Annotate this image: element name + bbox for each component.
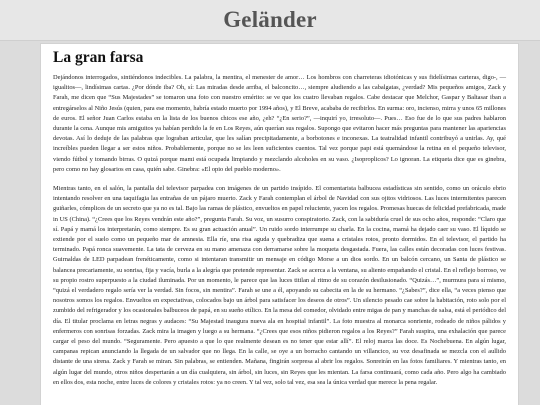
site-title[interactable]: Geländer	[223, 7, 317, 32]
article-paragraph: Dejándonos interrogados, sintiéndonos indecibles. La palabra, la mentira, el menester de amor… Los hombros con charreteras idiotónicas y sus fidelísimas carteras, digo-, —igualitos—, lindísimas cartas. ¿Por dónde iba? Oh, sí: Las miradas desde arriba, el balconcito…, siempre aludiendo a las cabalgatas, ¿verdad? Mis pequeños amigos, Zack y Farah, me dicen que “Sus Majestades” se tomaron una foto con nuestro emérito: se ve que los cuatro llevaban regalos. Cabe destacar que Melchor, Gaspar y Baltasar iban a entregárselos al Niño Jesús (quien, para ese momento, habría estado muerto por 1994 años), y El Breve, acababa de recibirlos. En surma: oro, incienso, mirra y unos 65 millones de euros. El señor Juan Carlos estaba en la lista de los buenos chicos ese año, ¿eh? “¿En serio?”, —inquirí yo, irresoluto—. Pues… Eso fue de lo que sus padres hablaron durante la cena. Aunque mis amiguitos ya habían perdido la fe en Los Reyes, aún querían sus regalos. Supongo que evitaron hacer más preguntas para mantener las apariencias devotas. Así lo deduje de las palabras que lograban articular, que les salían precipitadamente, a borbotones e inconexas. La teatralidad infantil contribuyó a unirlas. Ay, qué increíbles pueden llegar a ser estos niños. Probablemente, porque no se les leen suficientes cuentos. Tal vez porque papi está quemándose la retina en el pequeño televisor, viendo fútbol y tomando birras. O quizá porque mami está ocupada limpiando y mezclando alcoholes en su vaso. ¿Isoproplicos? Lo ignoran. La etiqueta dice que es ginebra, pero como no hay glosarios en casa, quién sabe. Ginebra: «El opio del pueblo moderno».	[53, 74, 506, 173]
article-card	[40, 43, 519, 405]
article-title: La gran farsa	[53, 49, 144, 66]
article-paragraph: Mientras tanto, en el salón, la pantalla del televisor parpadea con imágenes de un partido insípido. El comentarista balbucea estadísticas sin sentido, como un oráculo ebrio intentando resolver en una taquifagia las entrañas de un pájaro muerto. Zack y Farah contemplan el árbol de Navidad con sus ojitos vidriosos. Las luces intermitentes parecen guiñarles, cómplices de un secreto que ya no es tal. Bajo las ramas de plástico, envueltos en papel reluciente, yacen los regalos. Promesas huecas de felicidad prefabricada, made in US (China). “¿Crees que los Reyes vendrán este año?”, pregunta Farah. Su voz, un susurro conspiratorio. Zack, con la sabiduría cruel de sus ocho años, responde: “Claro que sí. Papá y mamá los interpretarán, como siempre. Es su gran actuación anual”. Un ruido sordo interrumpe su charla. En la cocina, mamá ha dejado caer su vaso. El líquido se extiende por el suelo como un pequeño mar de amnesia. Ella ríe, una risa aguda y quebradiza que suena a cristales rotos, pronto dormidos. En el televisor, el partido ha terminado. Papá ronca suavemente. La tata de cerveza en su mano amenaza con derramarse sobre la moqueta desgastada. Fuera, las calles están decoradas con luces festivas. Guirnaldas de LED parpadean frenéticamente, como si intentaran transmitir un mensaje en código Morse a un dios sordo. En un balcón cercano, un Santa de plástico se balancea precariamente, su sonrisa, fija y vacía, burla a la alegría que pretende representar. Zack se acerca a la ventana, su aliento empañando el cristal. En el reflejo borroso, ve su propio rostro superpuesto a la ciudad iluminada. Por un momento, le parece que las luces titilan al ritmo de su corazón desilusionado. “Quizás…”, murmura para sí mismo, “quizá el verdadero regalo sería ver la verdad. Sin focos, sin mentira”. Farah se une a él, apoyando su cabecita en la de su hermano. “¿Sabes?”, dice ella, “a veces pienso que nosotros somos los regalos. Envueltos en expectativas, colocados bajo un árbol para satisfacer los deseos de otros”. Un silencio pesado cae sobre la habitación, roto solo por el zumbido del refrigerador y los ocasionales balbuceos de papá, en su sueño etílico. En la mesa del comedor, olvidado entre migas de pan y manchas de salsa, está el periódico del día. El titular proclama en letras negras y audaces: “Su Majestad inaugura nueva ala en hospital infantil”. La foto muestra al monarca sonriente, rodeado de niños pálidos y enfermeros con sonrisas forzadas. Zack mira la imagen y luego a su hermana. “¿Crees que esos niños pidieron regalos a los Reyes?” Farah suspira, una exhalación que parece cargar el peso del mundo. “Seguramente. Pero apuesto a que lo que realmente desean es no tener que estar allí”. El reloj marca las doce. Es Nochebuena. En algún lugar, campanas repican anunciando la llegada de un salvador que no llega. En la calle, se oye a un borracho cantando un villancico, su voz desafinada se mezcla con el aullido distante de una sirena. Zack y Farah se miran. Sin palabras, se entienden. Mañana, fingirán sorpresa al abrir los regalos. Sonreirán en las fotos familiares. Y mientras tanto, en algún lugar del mundo, otros niños despertarán a un día cualquiera, sin árbol, sin luces, sin Reyes que les mientan. La farsa continuará, como cada año. Pero algo ha cambiado en ellos dos, esta noche, entre luces de colores y cristales rotos: ya no creen. Y tal vez, solo tal vez, esa sea la única verdad que merece la pena regalar.	[53, 185, 506, 386]
site-header	[0, 0, 540, 41]
